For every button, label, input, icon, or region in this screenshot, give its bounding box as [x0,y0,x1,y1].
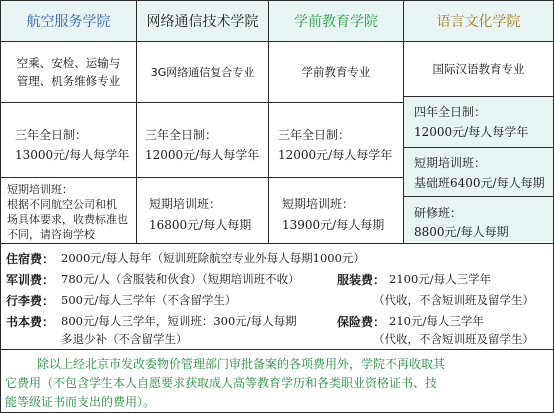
books-label: 书本费： [6,315,55,329]
header-network: 网络通信技术学院 [146,14,259,30]
fulltime-network-value: 12000元/每人每学年 [145,148,260,162]
fulltime-language-value: 12000元/每人每学年 [414,125,529,139]
military-label: 军训费： [6,273,55,287]
lodging-value: 2000元/每人每年（短训班除航空专业外每人每期1000元） [61,251,365,265]
header-language: 语言文化学院 [436,14,521,30]
fulltime-aviation-label: 三年全日制： [15,128,88,142]
lodging-label: 住宿费： [6,252,55,266]
luggage-label: 行李费： [6,294,55,308]
header-aviation: 航空服务学院 [26,14,111,30]
major-aviation-line1: 空乘、安检、运输与 [16,56,121,70]
short-preschool-label: 短期培训班： [282,197,355,211]
insurance-note: （代收，不含短训班及留学生） [373,332,534,346]
military-value: 780元/人（含服装和伙食）（短期培训班不收） [61,272,300,286]
advanced-language-value: 8800元/每人每期 [414,225,509,239]
fulltime-network-label: 三年全日制： [145,128,218,142]
fulltime-aviation-value: 13000元/每人每学年 [15,148,130,162]
major-aviation-line2: 管理、机务维修专业 [16,74,121,88]
service-value: 2100元/每人三学年 [389,272,492,286]
service-note: （代收，不含短训班及留学生） [373,293,534,307]
fulltime-preschool-label: 三年全日制： [278,128,351,142]
short-language-value: 基础班6400元/每人每期 [414,176,545,190]
luggage-value: 500元/每人三学年（不含留学生） [61,293,237,307]
major-language: 国际汉语教育专业 [432,62,525,76]
advanced-language-label: 研修班： [414,206,463,220]
major-network: 3G网络通信复合专业 [150,66,255,79]
insurance-value: 210元/每人三学年 [389,314,484,328]
fulltime-preschool-value: 12000元/每人每学年 [278,148,393,162]
service-label: 服装费： [337,273,386,287]
short-aviation-label: 短期培训班： [7,183,73,196]
short-aviation-line2: 根据不同航空公司和机 [7,198,117,211]
fulltime-language-label: 四年全日制： [414,105,487,119]
major-preschool: 学前教育专业 [301,65,371,79]
short-network-value: 16800元/每人每期 [149,218,252,232]
short-preschool-value: 13900元/每人每期 [282,218,385,232]
note-line1: 除以上经北京市发改委物价管理部门审批备案的各项费用外，学院不再收取其 [37,357,446,371]
note-line3: 能等级证书而支出的费用）。 [5,395,156,409]
short-aviation-line4: 不同，请咨询学校 [7,228,95,241]
header-preschool: 学前教育学院 [294,14,378,30]
note-line2: 它费用（不包含学生本人自愿要求获取成人高等教育学历和各类职业资格证书、技 [5,376,438,390]
books-value-line2: 多退少补（不含留学生） [61,332,188,346]
short-language-label: 短期培训班： [414,156,487,170]
short-aviation-line3: 场具体要求，收费标准也 [7,213,128,226]
major-aviation [1,42,136,102]
insurance-label: 保险费： [337,315,386,329]
books-value: 800元/每人三学年，短训班：300元/每人每期 [61,314,297,328]
short-network-label: 短期培训班： [149,197,222,211]
